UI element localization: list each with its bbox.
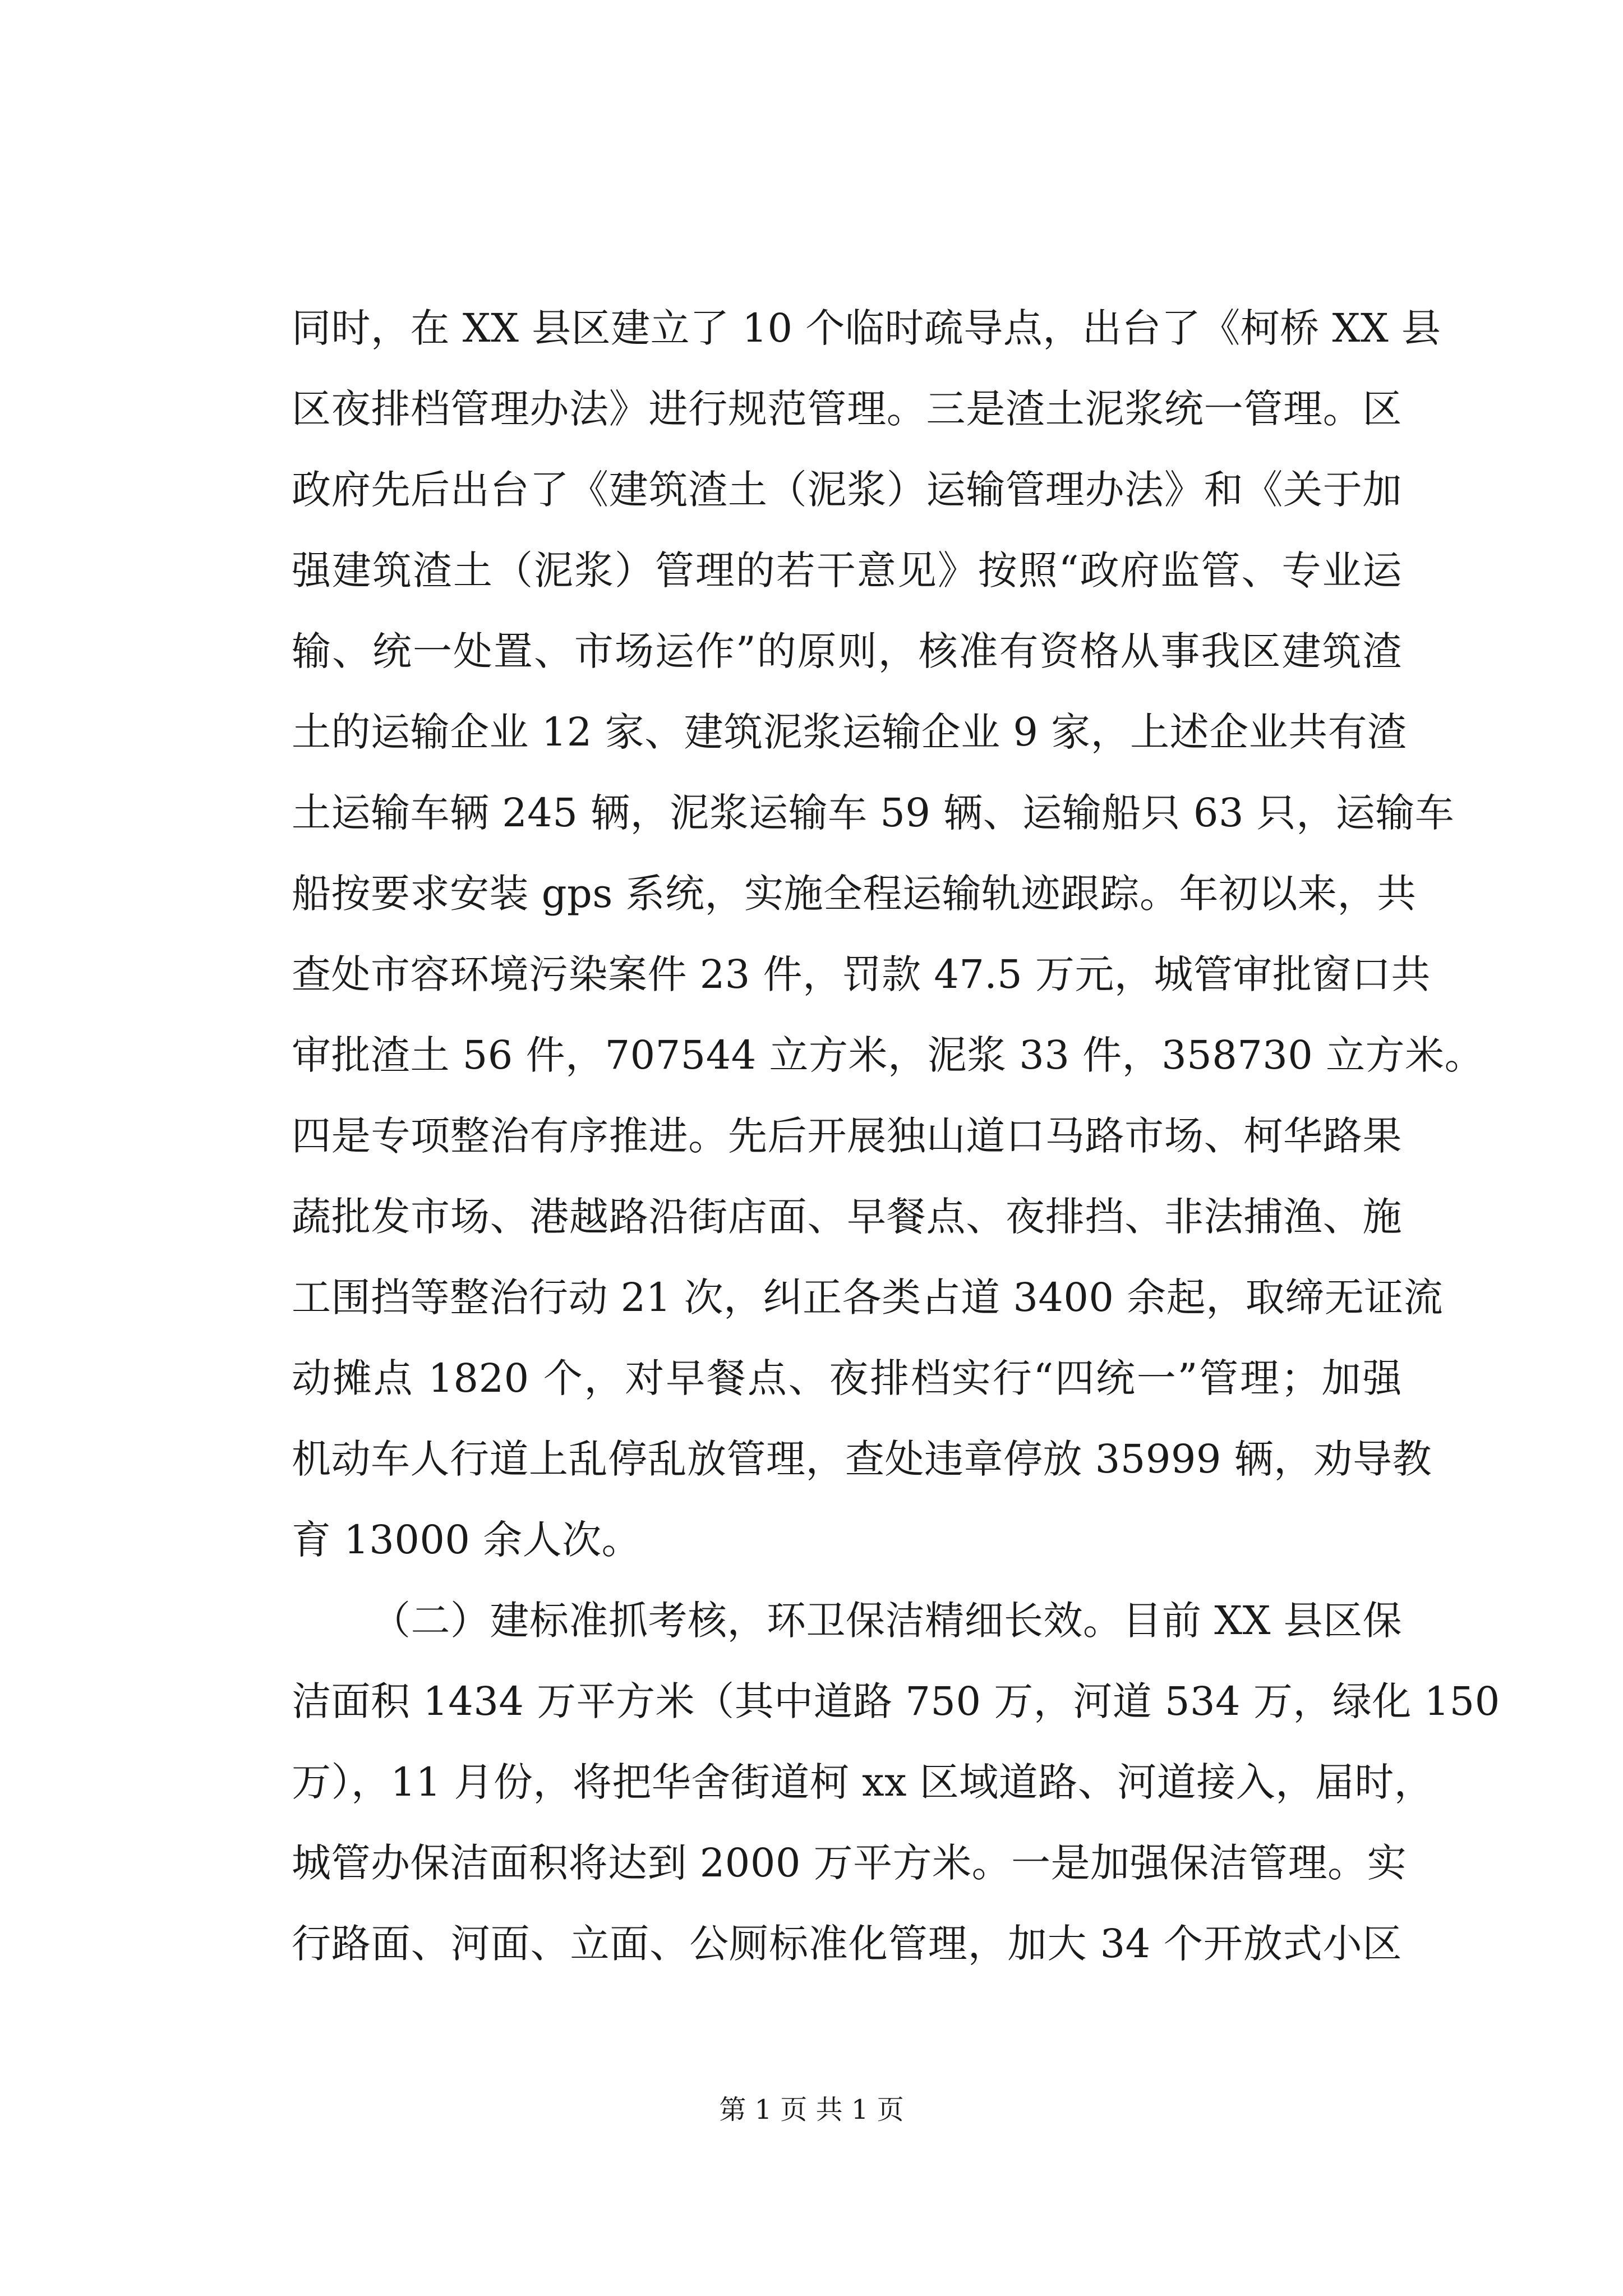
- text-line: 船按要求安装 gps 系统，实施全程运输轨迹跟踪。年初以来，共: [292, 871, 1417, 917]
- page-footer: 第 1 页 共 1 页: [719, 2094, 904, 2125]
- text-line: 土运输车辆 245 辆，泥浆运输车 59 辆、运输船只 63 只，运输车: [292, 790, 1455, 836]
- text-line: 强建筑渣土（泥浆）管理的若干意见》按照“政府监管、专业运: [292, 547, 1402, 593]
- text-line: 行路面、河面、立面、公厕标准化管理，加大 34 个开放式小区: [292, 1921, 1402, 1967]
- text-line: 机动车人行道上乱停乱放管理，查处违章停放 35999 辆，劝导教: [292, 1436, 1432, 1482]
- text-line: 动摊点 1820 个，对早餐点、夜排档实行“四统一”管理；加强: [292, 1355, 1402, 1401]
- document-body: [292, 288, 1500, 1984]
- text-line: 审批渣土 56 件，707544 立方米，泥浆 33 件，358730 立方米。: [292, 1032, 1484, 1078]
- text-line: 土的运输企业 12 家、建筑泥浆运输企业 9 家，上述企业共有渣: [292, 709, 1407, 755]
- text-line: 查处市容环境污染案件 23 件，罚款 47.5 万元，城管审批窗口共: [292, 951, 1431, 997]
- text-line: 同时，在 XX 县区建立了 10 个临时疏导点，出台了《柯桥 XX 县: [292, 305, 1441, 351]
- text-line: 蔬批发市场、港越路沿街店面、早餐点、夜排挡、非法捕渔、施: [292, 1194, 1402, 1240]
- text-line: 洁面积 1434 万平方米（其中道路 750 万，河道 534 万，绿化 150: [292, 1678, 1500, 1724]
- text-line: 育 13000 余人次。: [292, 1517, 642, 1563]
- section-heading-line: （二）建标准抓考核，环卫保洁精细长效。目前 XX 县区保: [371, 1598, 1403, 1644]
- text-line: 万），11 月份，将把华舍街道柯 xx 区域道路、河道接入，届时，: [292, 1759, 1434, 1805]
- text-line: 政府先后出台了《建筑渣土（泥浆）运输管理办法》和《关于加: [292, 467, 1402, 513]
- text-line: 区夜排档管理办法》进行规范管理。三是渣土泥浆统一管理。区: [292, 386, 1402, 432]
- text-line: 工围挡等整治行动 21 次，纠正各类占道 3400 余起，取缔无证流: [292, 1274, 1444, 1320]
- text-line: 城管办保洁面积将达到 2000 万平方米。一是加强保洁管理。实: [292, 1840, 1407, 1886]
- text-line: 输、统一处置、市场运作”的原则，核准有资格从事我区建筑渣: [292, 628, 1402, 674]
- text-line: 四是专项整治有序推进。先后开展独山道口马路市场、柯华路果: [292, 1113, 1402, 1159]
